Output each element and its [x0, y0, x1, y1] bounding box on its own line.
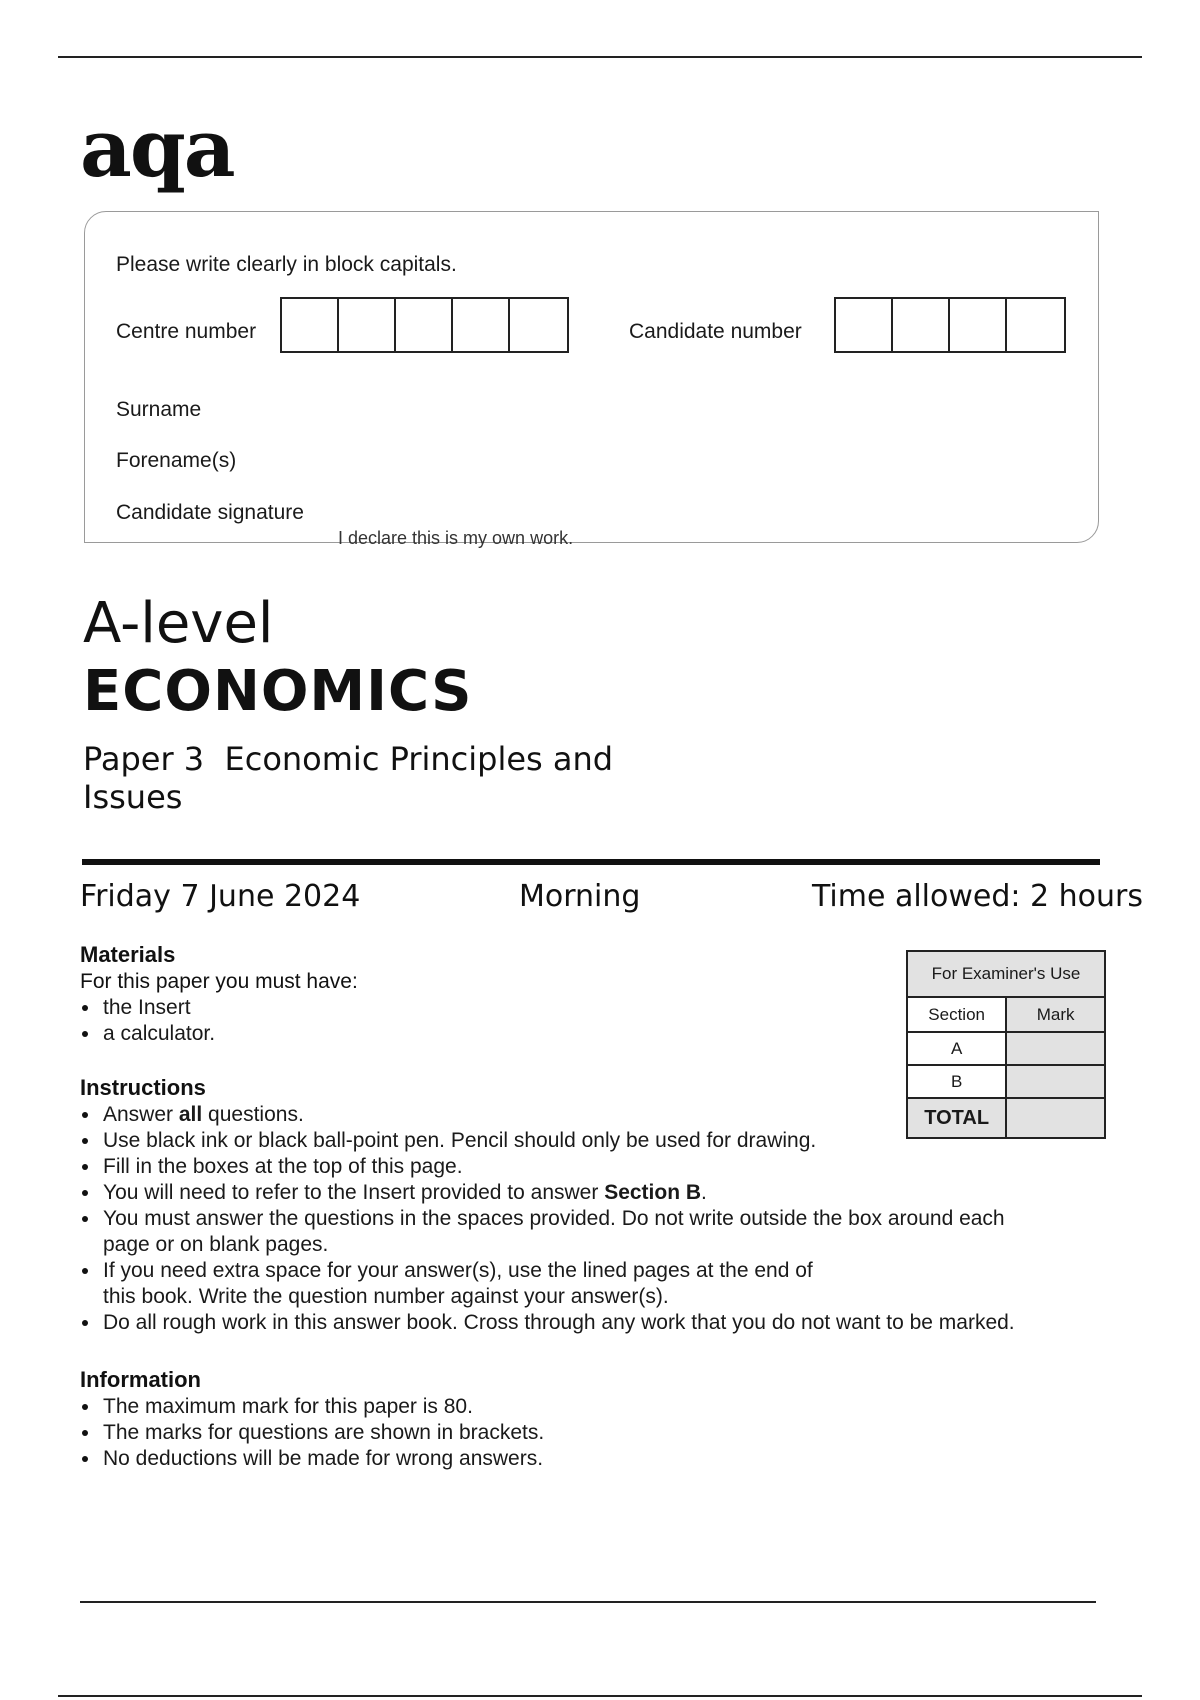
materials-heading: Materials [80, 942, 176, 967]
list-item: You must answer the questions in the spaces provided. Do not write outside the box around each page or on blank pages. [80, 1206, 1120, 1258]
centre-number-digit[interactable] [339, 299, 396, 351]
paper-title-line1: Paper 3 Economic Principles and [83, 740, 614, 778]
exam-session: Morning [519, 879, 641, 914]
information-heading: Information [80, 1367, 201, 1392]
forenames-label: Forename(s) [116, 449, 237, 472]
mark-column-header: Mark [1006, 997, 1105, 1032]
candidate-number-digit[interactable] [893, 299, 950, 351]
list-item: The marks for questions are shown in brackets. [80, 1420, 880, 1446]
section-a-cell: A [907, 1032, 1006, 1065]
list-item: Use black ink or black ball-point pen. Pencil should only be used for drawing. [80, 1128, 1120, 1154]
title-divider [82, 859, 1100, 865]
materials-intro: For this paper you must have: [80, 970, 358, 993]
top-rule [58, 56, 1142, 58]
list-item: No deductions will be made for wrong answers. [80, 1446, 880, 1472]
centre-number-digit[interactable] [282, 299, 339, 351]
list-item: Answer all questions. [80, 1102, 1120, 1128]
examiner-table-title: For Examiner's Use [907, 951, 1105, 997]
examiner-use-table [906, 950, 1106, 1139]
time-allowed: Time allowed: 2 hours [812, 879, 1144, 914]
candidate-number-digit[interactable] [836, 299, 893, 351]
list-item: You will need to refer to the Insert provided to answer Section B. [80, 1180, 1120, 1206]
list-item: a calculator. [80, 1021, 880, 1047]
centre-number-digit[interactable] [453, 299, 510, 351]
qualification-level: A-level [83, 591, 274, 656]
signature-field[interactable] [330, 495, 1070, 529]
candidate-number-digit[interactable] [1007, 299, 1064, 351]
candidate-number-boxes [834, 297, 1066, 353]
list-item: If you need extra space for your answer(s), use the lined pages at the end of this book. Write the question number against your answer(s). [80, 1258, 1120, 1310]
list-item: Do all rough work in this answer book. Cross through any work that you do not want to be marked. [80, 1310, 1120, 1336]
block-capitals-instruction: Please write clearly in block capitals. [116, 253, 457, 276]
signature-label: Candidate signature [116, 501, 304, 524]
page-bottom-rule [58, 1695, 1142, 1697]
candidate-number-label: Candidate number [629, 320, 802, 343]
centre-number-digit[interactable] [510, 299, 567, 351]
information-list [80, 1394, 880, 1472]
section-b-cell: B [907, 1065, 1006, 1098]
section-column-header: Section [907, 997, 1006, 1032]
declaration-text: I declare this is my own work. [338, 528, 574, 548]
list-item: the Insert [80, 995, 880, 1021]
paper-title-line2: Issues [83, 778, 183, 816]
aqa-logo: aqa [80, 101, 234, 195]
materials-list [80, 995, 880, 1047]
exam-date: Friday 7 June 2024 [80, 879, 361, 914]
surname-label: Surname [116, 398, 202, 421]
centre-number-label: Centre number [116, 320, 257, 343]
section-a-mark-cell[interactable] [1006, 1032, 1105, 1065]
information-section [80, 1366, 880, 1472]
centre-number-digit[interactable] [396, 299, 453, 351]
list-item: The maximum mark for this paper is 80. [80, 1394, 880, 1420]
list-item: Fill in the boxes at the top of this page. [80, 1154, 1120, 1180]
surname-field[interactable] [330, 392, 1070, 426]
materials-section [80, 941, 880, 1047]
centre-number-boxes [280, 297, 569, 353]
instructions-heading: Instructions [80, 1075, 206, 1100]
forenames-field[interactable] [330, 443, 1070, 477]
total-mark-cell[interactable] [1006, 1098, 1105, 1138]
candidate-number-digit[interactable] [950, 299, 1007, 351]
section-b-mark-cell[interactable] [1006, 1065, 1105, 1098]
total-label: TOTAL [907, 1098, 1006, 1138]
bottom-rule [80, 1601, 1096, 1603]
subject-title: ECONOMICS [83, 659, 473, 724]
